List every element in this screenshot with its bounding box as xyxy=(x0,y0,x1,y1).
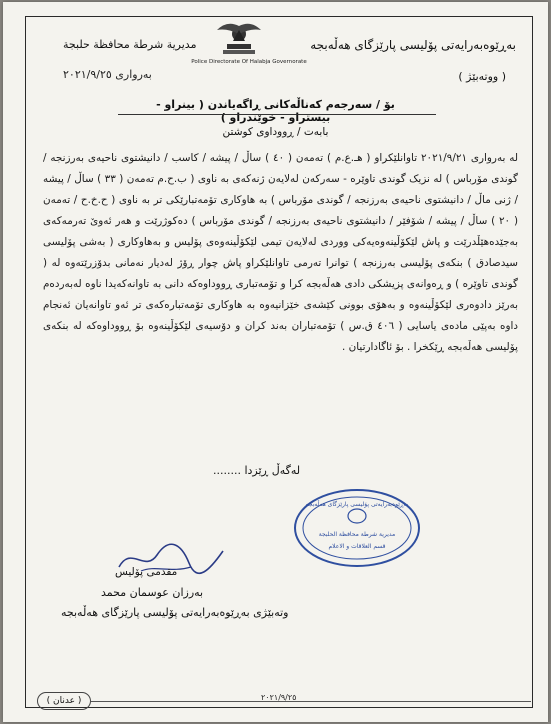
official-stamp xyxy=(293,488,421,568)
header-org-kurdish: بەڕێوەبەرایەتی پۆلیسی پارێزگای هەڵەبجە xyxy=(310,38,516,52)
date-value: ٢٠٢١/٩/٢٥ xyxy=(63,68,112,81)
recipient-line: بۆ / سەرجەم کەناڵەکانی ڕاگەیاندن ( بینراو - بیستراو - خوێندراو ) xyxy=(156,98,395,124)
stamp-line-3: قسم العلاقات و الاعلام xyxy=(328,543,386,550)
closing-regards: لەگەڵ ڕێزدا ........ xyxy=(213,464,301,477)
date-label: بەرواری xyxy=(115,68,152,81)
header-org-arabic: مديرية شرطة محافظة حلبجة xyxy=(63,38,197,51)
signer-name: بەرزان عوسمان محمد xyxy=(101,586,204,599)
header-spokesperson: ( ووتەبێژ ) xyxy=(458,70,506,83)
footer-date: ٢٠٢١/٩/٢٥ xyxy=(261,693,297,702)
body-paragraph: لە بەرواری ٢٠٢١/٩/٢١ تاوانلێکراو ( هـ.ع.م ) تەمەن ( ٤٠ ) ساڵ / پیشە / کاسب / دانیشتوی ناحیەی بەرزنجە / گوندی مۆرباس ) لە نزیک گوندی تاوێرە - سەرکەن لەلایەن ژنەکەی بە ناوی ( ب.ح.م تەمەن ( ٣٣ ) ساڵ / پیشە / ژنی ماڵ / دانیشتوی ناحیەی بەرزنجە / گوندی مۆرباس ) بە هاوکاری تۆمەتبارێکی تر بە ناوی ( ح.خ.ح / تەمەن ( ٢٠ ) ساڵ / پیشە / شۆفێر / دانیشتوی ناحیەی بەرزنجە / گوندی مۆرباس ) دەکوژرێت و هەر ئەوێ تەرمەکەی بەجێدەهێڵدرێت و پاش لێکۆڵینەوەیەکی ووردی لەلایەن تیمی لێکۆڵینەوەی پۆلیس و بەهاوکاری ( بەشی پۆلیسی سیدصادق ) بنکەی پۆلیسی بەرزنجە ) توانرا تەرمی تاوانلێکراو پاش چوار ڕۆژ لەدیار نەمانی بدۆزرێتەوە لە ( گوندی تاوێرە ) و ڕەوانەی پزیشکی دادی هەڵەبجە کرا و تۆمەتباری ڕووداوەکە دانی بە تاوانەکەیدا ناوە لەبەردەم بەرێز دادوەری لێکۆڵینەوە و بەهۆی بوونی کێشەی خێزانیەوە بە هاوکاری تۆمەتبارەکەی تر ئەو تاوانەیان ئەنجام داوە بەپێی مادەی یاسایی ( ٤٠٦ ق.س ) تۆمەتباران بەند کران و دۆسیەی لێکۆڵینەوە بۆ ڕووداوەکە لە بنکەی پۆلیسی هەڵەبجە ڕێکخرا . بۆ ئاگادارتیان . xyxy=(43,152,518,353)
header-date xyxy=(63,68,152,81)
police-emblem-icon xyxy=(209,16,269,58)
recipient-underline xyxy=(118,114,436,115)
emblem-caption: Police Directorate Of Halabja Governorate xyxy=(191,59,307,65)
signer-rank: مقدمی پۆلیس xyxy=(115,566,178,578)
signer-position: وتەبێژی بەڕێوەبەرایەتی پۆلیسی پارێزگای هەڵەبجە xyxy=(61,606,289,619)
document-page xyxy=(3,2,548,722)
letter-body xyxy=(43,148,518,474)
stamp-line-2: مديرية شرطة محافظة الحلبجة xyxy=(318,531,396,538)
footer-rule xyxy=(91,701,531,702)
stamp-seal-icon xyxy=(293,488,421,568)
subject-line: بابەت / ڕووداوی کوشتن xyxy=(222,126,329,138)
stamp-line-1: بەڕێوەبەرایەتی پۆلیسی پارێزگای هەڵەبجە xyxy=(305,501,409,508)
reference-box: ( عدنان ) xyxy=(37,692,91,710)
